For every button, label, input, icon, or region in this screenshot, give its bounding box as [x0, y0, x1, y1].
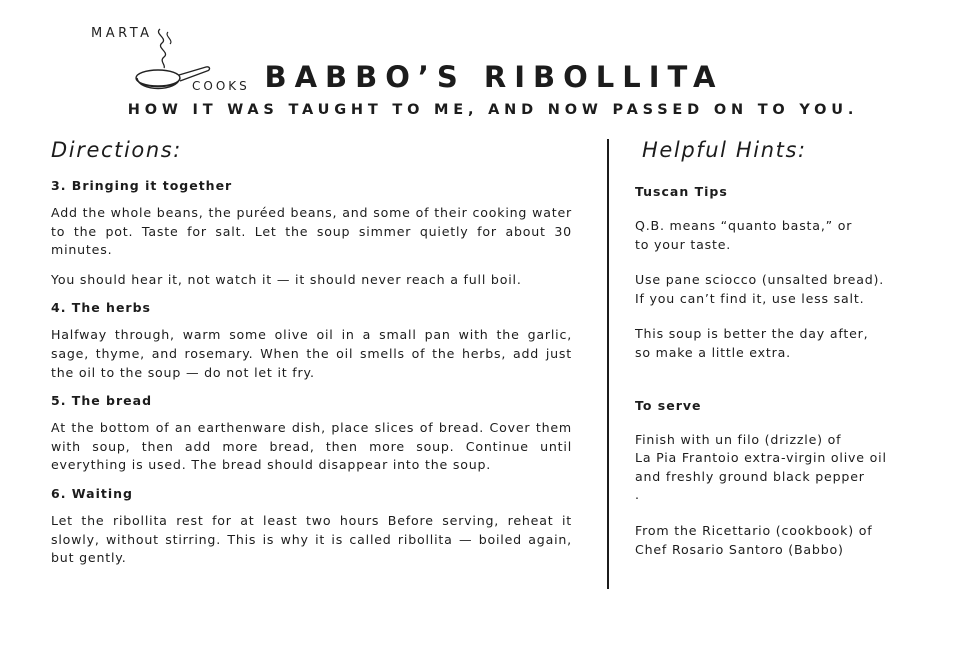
serve-line: Finish with un filo (drizzle) of [635, 431, 842, 447]
step-title: 3. Bringing it together [51, 178, 233, 193]
serve-line: . [635, 487, 640, 503]
step-paragraph: You should hear it, not watch it — it should never reach a full boil. [51, 271, 522, 287]
step-paragraph: Halfway through, warm some olive oil in a small pan with the garlic, sage, thyme, and rosemary. When the oil smells of the herbs, add just the oil to the soup — do not let it fry. [51, 327, 572, 380]
serve-line: and freshly ground black pepper [635, 468, 865, 484]
credit-line: From the Ricettario (cookbook) of [635, 522, 873, 538]
logo-top-text: MARTA [91, 26, 153, 41]
credit-line: Chef Rosario Santoro (Babbo) [635, 541, 844, 557]
tip-line: to your taste. [635, 236, 732, 252]
step-title: 5. The bread [51, 393, 153, 409]
step-title: 6. Waiting [51, 485, 133, 501]
page-subtitle: HOW IT WAS TAUGHT TO ME, AND NOW PASSED ON TO YOU. [127, 102, 859, 118]
tip-line: Use pane sciocco (unsalted bread). [635, 272, 885, 288]
tuscan-tips-title: Tuscan Tips [635, 184, 728, 199]
column-divider [607, 139, 609, 589]
to-serve-title: To serve [635, 397, 702, 413]
hints-section [635, 184, 955, 559]
tip-line: This soup is better the day after, [635, 326, 869, 342]
tip-block [635, 325, 955, 362]
step-paragraph: Let the ribollita rest for at least two hours Before serving, reheat it slowly, without stirring. This is why it is called ribollita — boiled again, but gently. [51, 512, 572, 566]
logo-bottom-text: COOKS [192, 79, 250, 93]
tip-line: If you can’t find it, use less salt. [635, 290, 865, 306]
credit-block [635, 522, 955, 559]
directions-heading: Directions: [51, 138, 182, 162]
directions-section [51, 178, 572, 579]
tip-block [635, 271, 955, 308]
serve-line: La Pia Frantoio extra-virgin olive oil [635, 450, 887, 466]
tip-block [635, 217, 955, 254]
tip-line: Q.B. means “quanto basta,” or [635, 218, 853, 233]
step-paragraph: At the bottom of an earthenware dish, place slices of bread. Cover them with soup, then add more bread, then more soup. Continue until everything is used. The bread should disappear into the soup. [51, 420, 572, 473]
tip-line: so make a little extra. [635, 344, 791, 360]
step-title: 4. The herbs [51, 300, 151, 316]
step-paragraph: Add the whole beans, the puréed beans, and some of their cooking water to the pot. Taste for salt. Let the soup simmer quietly for about 30 minutes. [51, 205, 572, 258]
page-title: BABBO’S RIBOLLITA [264, 60, 724, 94]
hints-heading: Helpful Hints: [642, 138, 807, 162]
serve-block [635, 431, 955, 505]
